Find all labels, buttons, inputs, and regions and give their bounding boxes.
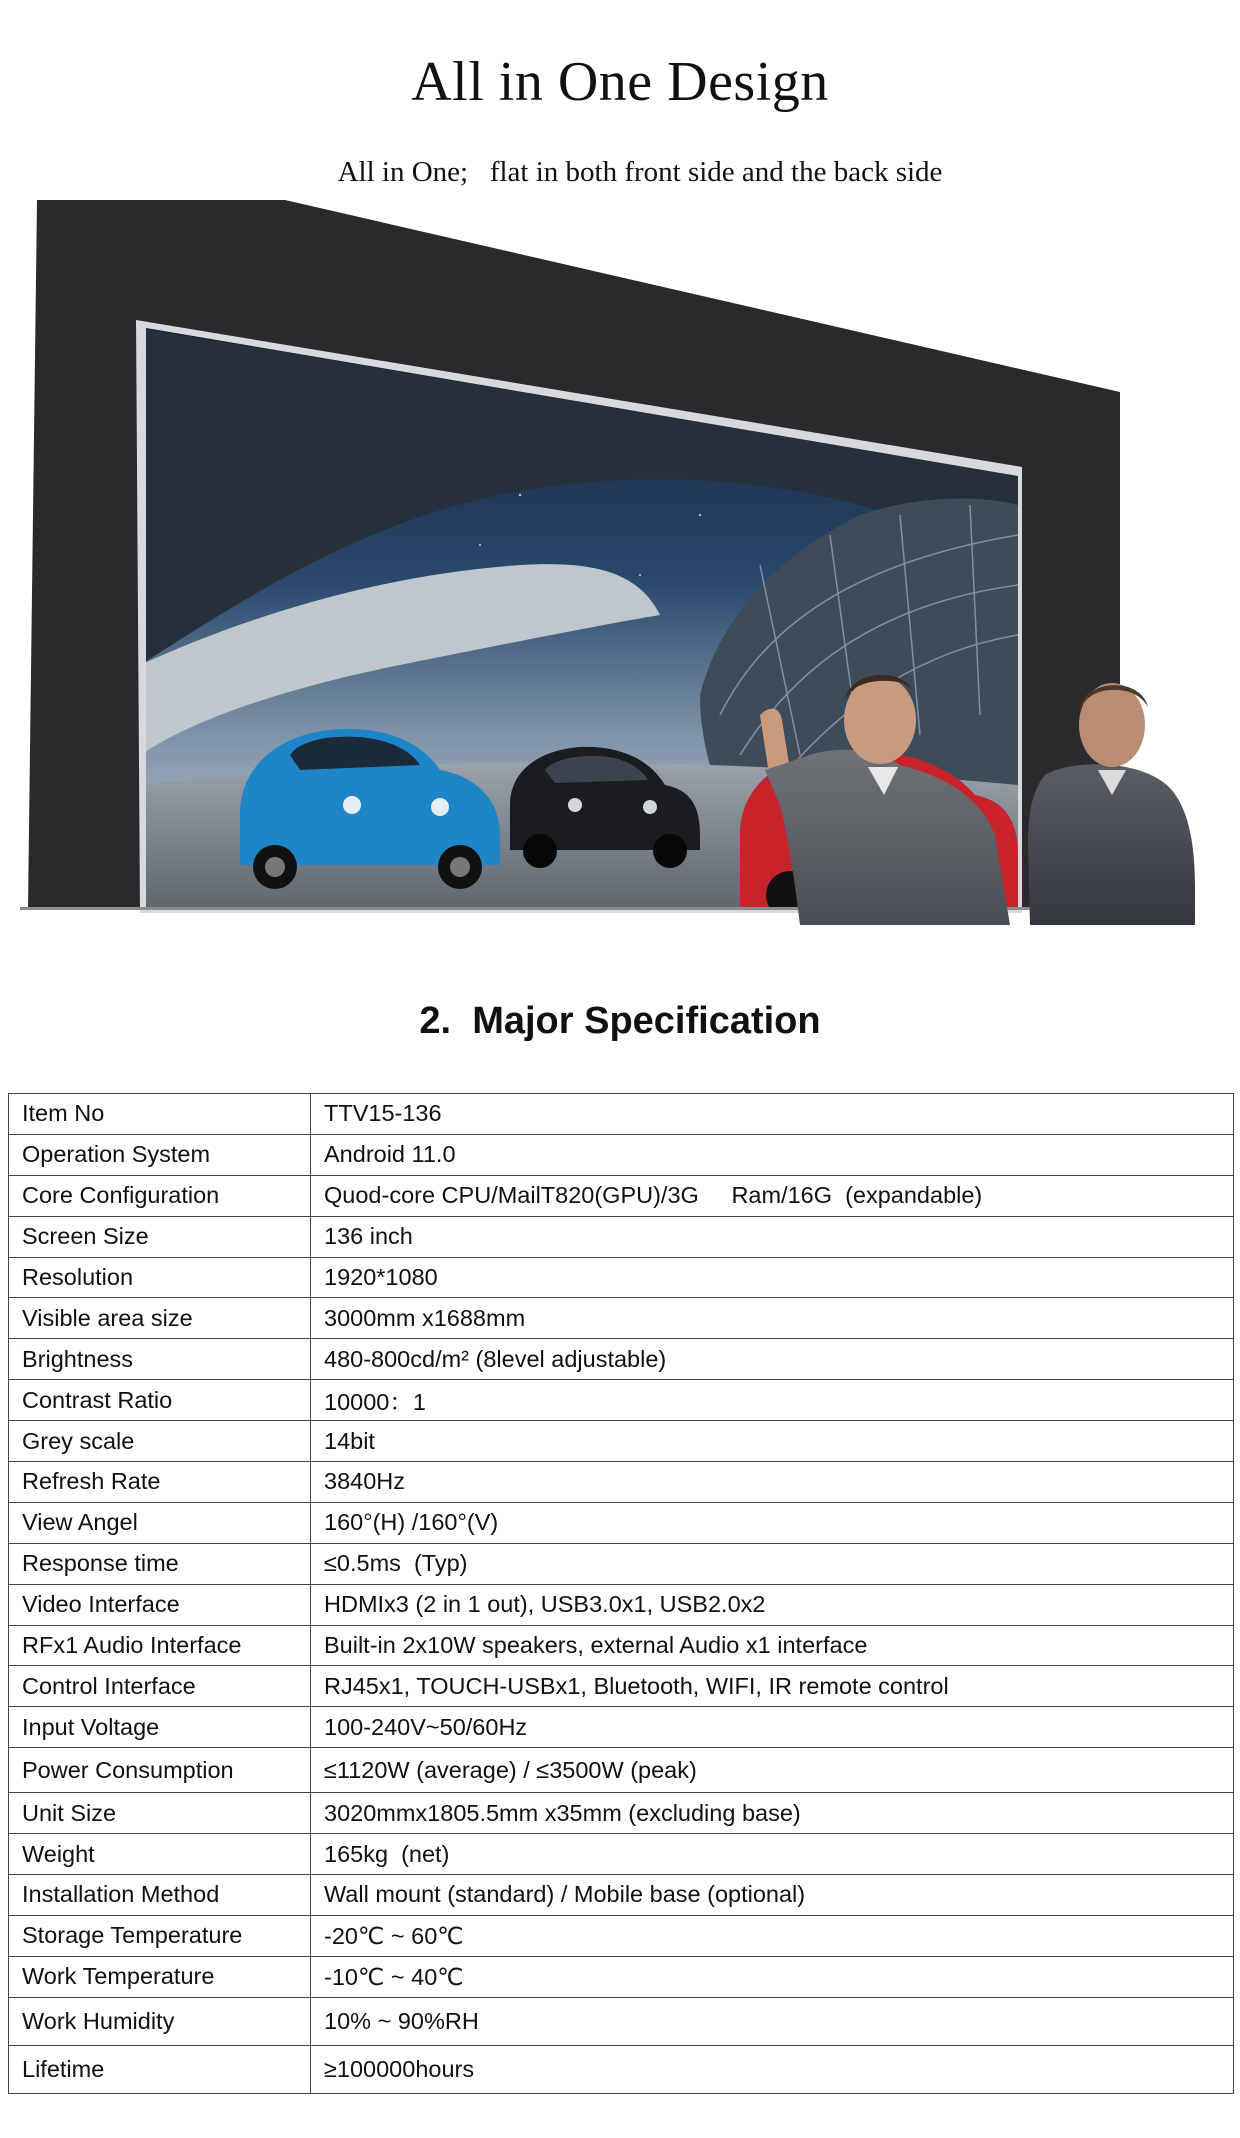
spec-table [8, 1093, 1234, 2094]
spec-label: Screen Size [9, 1216, 311, 1257]
table-row [9, 1421, 1234, 1462]
spec-label: Lifetime [9, 2045, 311, 2093]
spec-value: 3020mmx1805.5mm x35mm (excluding base) [311, 1793, 1234, 1834]
spec-value: TTV15-136 [311, 1094, 1234, 1135]
product-photo [0, 195, 1240, 925]
table-row [9, 1380, 1234, 1421]
spec-value: 136 inch [311, 1216, 1234, 1257]
spec-value: 10% ~ 90%RH [311, 1997, 1234, 2045]
table-row [9, 1625, 1234, 1666]
spec-label: Work Temperature [9, 1956, 311, 1997]
spec-label: Storage Temperature [9, 1915, 311, 1956]
table-row [9, 1748, 1234, 1793]
table-row [9, 1707, 1234, 1748]
spec-label: Brightness [9, 1339, 311, 1380]
table-row [9, 2045, 1234, 2093]
spec-value: 160°(H) /160°(V) [311, 1502, 1234, 1543]
spec-value: RJ45x1, TOUCH-USBx1, Bluetooth, WIFI, IR remote control [311, 1666, 1234, 1707]
spec-label: Contrast Ratio [9, 1380, 311, 1421]
spec-value: ≥100000hours [311, 2045, 1234, 2093]
spec-value: ≤0.5ms (Typ) [311, 1543, 1234, 1584]
spec-label: Control Interface [9, 1666, 311, 1707]
spec-label: Item No [9, 1094, 311, 1135]
spec-value: Android 11.0 [311, 1134, 1234, 1175]
spec-value: -20℃ ~ 60℃ [311, 1915, 1234, 1956]
spec-value: 480-800cd/m² (8level adjustable) [311, 1339, 1234, 1380]
table-row [9, 1134, 1234, 1175]
spec-label: Power Consumption [9, 1748, 311, 1793]
spec-label: Work Humidity [9, 1997, 311, 2045]
section-heading: 2. Major Specification [419, 1000, 821, 1042]
table-row [9, 1666, 1234, 1707]
spec-value: 3840Hz [311, 1462, 1234, 1503]
spec-value: Wall mount (standard) / Mobile base (optional) [311, 1875, 1234, 1916]
spec-label: Operation System [9, 1134, 311, 1175]
table-row [9, 1875, 1234, 1916]
spec-label: Refresh Rate [9, 1462, 311, 1503]
table-row [9, 1915, 1234, 1956]
spec-label: Core Configuration [9, 1175, 311, 1216]
table-row [9, 1543, 1234, 1584]
spec-value: 165kg (net) [311, 1834, 1234, 1875]
hero-subtitle: All in One; flat in both front side and the back side [337, 156, 943, 188]
spec-value: 1920*1080 [311, 1257, 1234, 1298]
table-row [9, 1834, 1234, 1875]
table-row [9, 1257, 1234, 1298]
spec-label: Resolution [9, 1257, 311, 1298]
spec-label: Installation Method [9, 1875, 311, 1916]
table-row [9, 1997, 1234, 2045]
spec-label: RFx1 Audio Interface [9, 1625, 311, 1666]
spec-value: HDMIx3 (2 in 1 out), USB3.0x1, USB2.0x2 [311, 1584, 1234, 1625]
table-row [9, 1793, 1234, 1834]
spec-label: Weight [9, 1834, 311, 1875]
table-row [9, 1175, 1234, 1216]
hero-title: All in One Design [411, 51, 829, 113]
table-row [9, 1462, 1234, 1503]
spec-value: Quod-core CPU/MailT820(GPU)/3G Ram/16G (expandable) [311, 1175, 1234, 1216]
spec-label: Video Interface [9, 1584, 311, 1625]
table-row [9, 1956, 1234, 1997]
table-row [9, 1216, 1234, 1257]
spec-value: ≤1120W (average) / ≤3500W (peak) [311, 1748, 1234, 1793]
table-row [9, 1339, 1234, 1380]
table-row [9, 1298, 1234, 1339]
spec-label: View Angel [9, 1502, 311, 1543]
spec-value: -10℃ ~ 40℃ [311, 1956, 1234, 1997]
spec-label: Visible area size [9, 1298, 311, 1339]
spec-value: Built-in 2x10W speakers, external Audio x1 interface [311, 1625, 1234, 1666]
spec-label: Unit Size [9, 1793, 311, 1834]
spec-label: Input Voltage [9, 1707, 311, 1748]
spec-label: Response time [9, 1543, 311, 1584]
spec-value: 14bit [311, 1421, 1234, 1462]
spec-value: 100-240V~50/60Hz [311, 1707, 1234, 1748]
spec-value: 3000mm x1688mm [311, 1298, 1234, 1339]
table-row [9, 1502, 1234, 1543]
spec-label: Grey scale [9, 1421, 311, 1462]
spec-value: 10000：1 [311, 1380, 1234, 1421]
table-row [9, 1094, 1234, 1135]
table-row [9, 1584, 1234, 1625]
